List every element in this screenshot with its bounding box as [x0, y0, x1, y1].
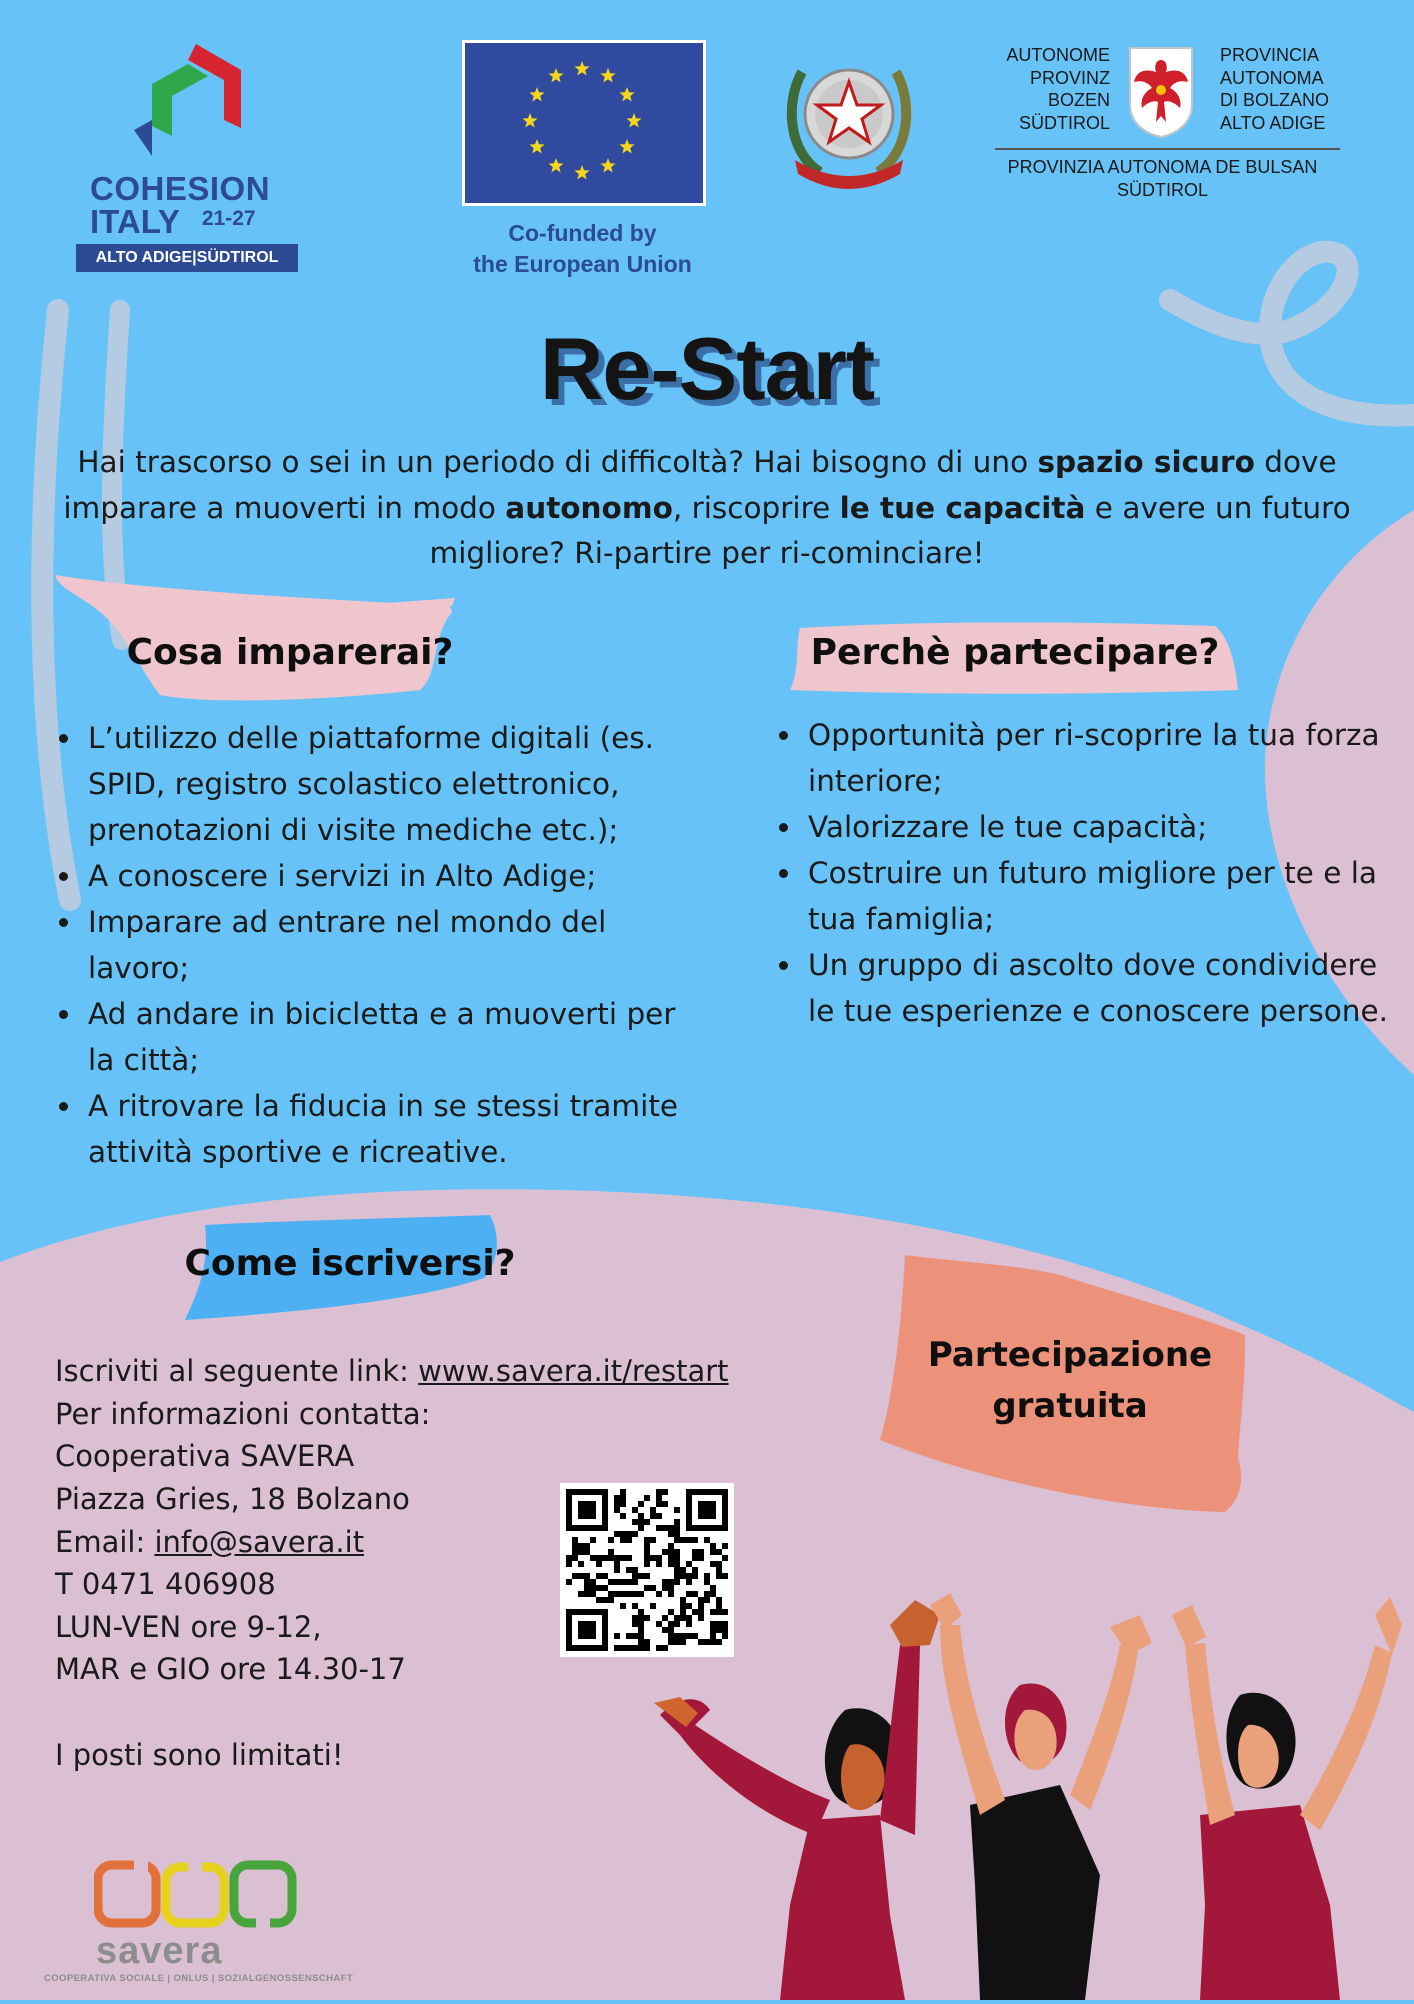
org-name: Cooperativa SAVERA	[55, 1439, 355, 1474]
cohesion-region-bar: ALTO ADIGE|SÜDTIROL	[76, 244, 298, 272]
free-participation-badge	[900, 1330, 1240, 1432]
heading-why-participate: Perchè partecipare?	[810, 632, 1220, 673]
province-right-line: PROVINCIA	[1220, 45, 1320, 65]
province-bolzano-logo	[990, 44, 1340, 209]
eu-cofunded-logo	[460, 38, 705, 288]
address: Piazza Gries, 18 Bolzano	[55, 1481, 410, 1516]
list-item: • Opportunità per ri-scoprire la tua forza interiore;	[804, 712, 1406, 804]
page-title: Re-Start	[539, 319, 875, 418]
list-item: • L’utilizzo delle piattaforme digitali (es. SPID, registro scolastico elettronico, prenotazioni di visite mediche etc.);	[84, 715, 706, 853]
intro-emphasis: spazio sicuro	[1037, 445, 1255, 479]
cohesion-line2: ITALY	[90, 203, 180, 240]
list-item: • A conoscere i servizi in Alto Adige;	[84, 853, 706, 899]
intro-emphasis: le tue capacità	[839, 490, 1086, 525]
intro-text: dove imparare a muoverti in modo	[63, 445, 1337, 525]
province-right-line: ALTO ADIGE	[1220, 112, 1326, 133]
eu-star-icon	[619, 87, 634, 102]
eu-star-icon	[574, 61, 589, 76]
eu-star-icon	[619, 139, 634, 154]
eu-caption-line1: Co-funded by	[508, 220, 657, 246]
savera-mark-icon	[94, 1855, 354, 1935]
province-bottom-line: SÜDTIROL	[1116, 179, 1208, 200]
list-item: • Valorizzare le tue capacità;	[804, 804, 1406, 850]
list-item: • Imparare ad entrare nel mondo del lavoro;	[84, 899, 706, 991]
intro-text: e avere un futuro migliore? Ri-partire per ri-cominciare!	[429, 490, 1351, 571]
list-item: • Ad andare in bicicletta e a muoverti per la città;	[84, 991, 706, 1083]
savera-logo	[44, 1855, 354, 1985]
eu-star-icon	[600, 158, 615, 173]
intro-paragraph	[60, 440, 1354, 577]
cohesion-wordmark	[90, 172, 270, 238]
signup-link[interactable]: www.savera.it/restart	[418, 1354, 729, 1388]
eu-caption	[440, 218, 725, 280]
learn-list	[46, 715, 706, 1175]
province-left-line: BOZEN	[1047, 90, 1110, 110]
signup-link-label: Iscriviti al seguente link:	[55, 1354, 419, 1388]
hours-tue-thu: MAR e GIO ore 14.30-17	[55, 1652, 406, 1687]
cohesion-italy-logo	[76, 42, 301, 277]
savera-name: savera	[96, 1930, 223, 1972]
province-left-line: AUTONOME	[1006, 45, 1110, 65]
eu-star-icon	[529, 139, 544, 154]
province-right-line: DI BOLZANO	[1220, 90, 1330, 110]
province-bottom-line: PROVINZIA AUTONOMA DE BULSAN	[1007, 157, 1318, 177]
province-left-text	[990, 44, 1110, 134]
limited-places-note: I posti sono limitati!	[55, 1738, 344, 1772]
email-link[interactable]: info@savera.it	[154, 1524, 365, 1559]
list-item: • A ritrovare la fiducia in se stessi tramite attività sportive e ricreative.	[84, 1083, 706, 1175]
heading-how-to-sign-up: Come iscriversi?	[184, 1243, 516, 1284]
eu-star-icon	[522, 113, 537, 128]
province-bottom-text	[990, 156, 1335, 201]
eu-star-icon	[626, 113, 641, 128]
eu-caption-line2: the European Union	[473, 251, 692, 278]
phone: T 0471 406908	[55, 1567, 276, 1602]
eu-star-icon	[548, 68, 563, 82]
eu-star-icon	[600, 68, 615, 82]
savera-subtitle: COOPERATIVA SOCIALE | ONLUS | SOZIALGENOSSENSCHAFT	[44, 1973, 354, 1984]
heading-what-you-learn: Cosa imparerai?	[126, 632, 454, 673]
signup-link-line	[55, 1350, 775, 1393]
intro-text: Hai trascorso o sei in un periodo di difficoltà? Hai bisogno di uno	[77, 445, 1038, 479]
cohesion-cube-icon	[126, 42, 276, 162]
eu-flag-icon	[462, 40, 706, 206]
province-left-line: PROVINZ	[1029, 67, 1110, 88]
intro-emphasis: autonomo	[505, 490, 673, 525]
hours-weekdays: LUN-VEN ore 9-12,	[55, 1609, 322, 1644]
cohesion-line1: COHESION	[90, 170, 271, 207]
list-item: • Costruire un futuro migliore per te e la tua famiglia;	[804, 850, 1406, 942]
eu-star-icon	[548, 158, 563, 173]
intro-text: , riscoprire	[672, 490, 840, 525]
free-badge-line: gratuita	[992, 1386, 1148, 1426]
cohesion-period: 21-27	[201, 207, 256, 230]
free-badge-line: Partecipazione	[927, 1335, 1213, 1375]
info-label: Per informazioni contatta:	[55, 1396, 431, 1431]
eu-star-icon	[574, 165, 589, 180]
province-right-line: AUTONOMA	[1220, 67, 1324, 88]
province-divider	[995, 148, 1340, 150]
eu-star-icon	[529, 87, 544, 102]
email-label: Email:	[55, 1524, 155, 1559]
province-left-line: SÜDTIROL	[1018, 112, 1110, 133]
celebrating-women-illustration	[640, 1585, 1414, 2000]
list-item: • Un gruppo di ascolto dove condividere le tue esperienze e conoscere persone.	[804, 942, 1406, 1034]
eagle-shield-icon	[1128, 46, 1194, 138]
italian-republic-emblem	[780, 42, 918, 197]
why-list	[766, 712, 1406, 1034]
province-right-text	[1220, 44, 1350, 134]
